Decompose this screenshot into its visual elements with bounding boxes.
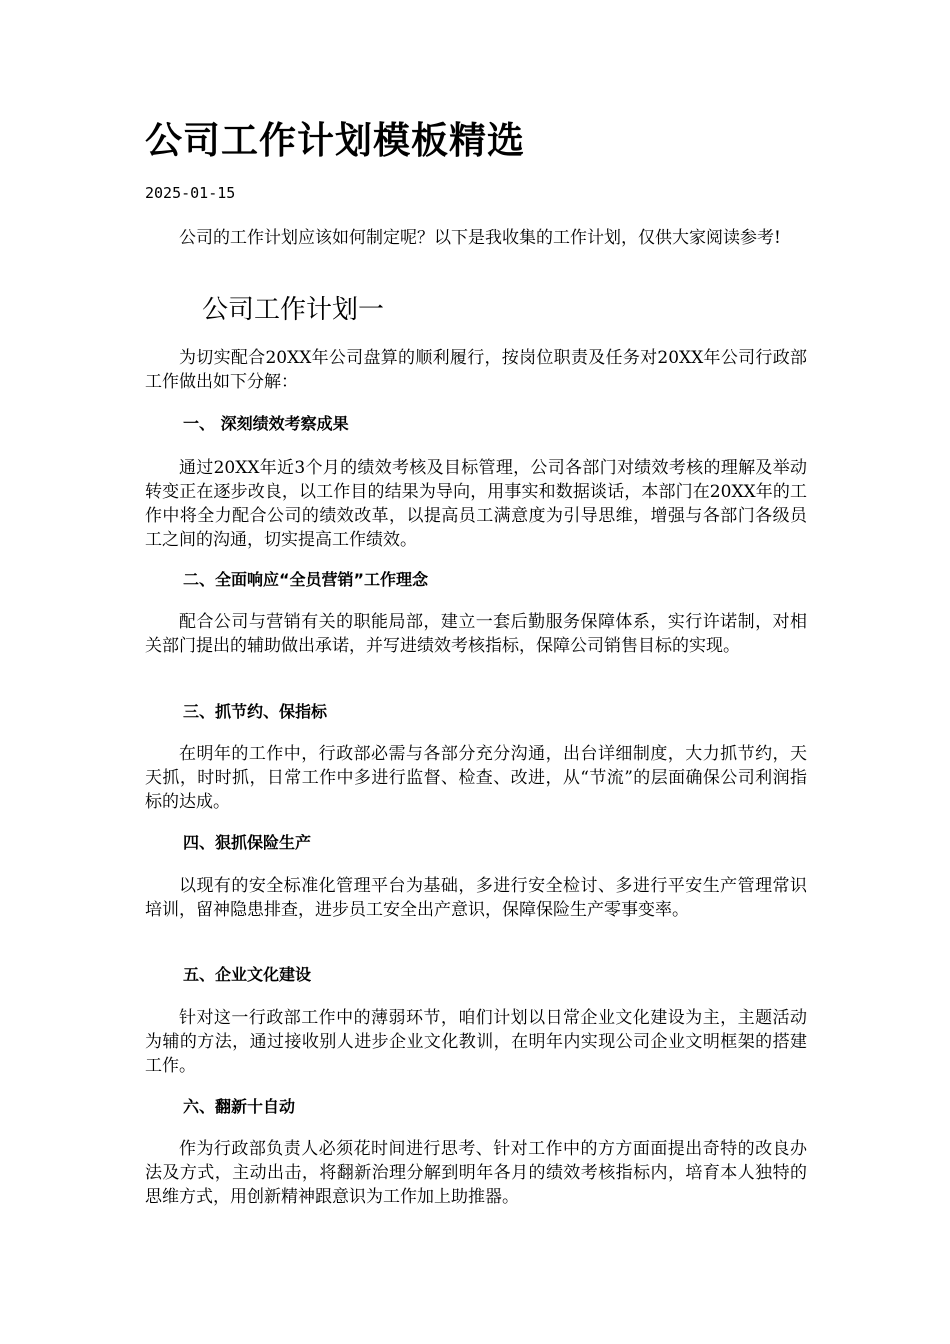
- item-body-5: 针对这一行政部工作中的薄弱环节，咱们计划以日常企业文化建设为主，主题活动为辅的方法，通过接收别人进步企业文化教训，在明年内实现公司企业文明框架的搭建工作。: [145, 1008, 807, 1076]
- item-heading-6: 六、翻新十自动: [183, 1097, 296, 1116]
- lead-paragraph: 为切实配合20XX年公司盘算的顺利履行，按岗位职责及任务对20XX年公司行政部工作做出如下分解：: [145, 348, 807, 392]
- item-body-4: 以现有的安全标准化管理平台为基础，多进行安全检讨、多进行平安生产管理常识培训，留神隐患排查，进步员工安全出产意识，保障保险生产零事变率。: [145, 876, 807, 920]
- item-heading-2: 二、全面响应“全员营销”工作理念: [183, 570, 429, 589]
- item-body-3: 在明年的工作中，行政部必需与各部分充分沟通，出台详细制度，大力抓节约，天天抓，时时抓，日常工作中多进行监督、检查、改进，从“节流”的层面确保公司利润指标的达成。: [145, 744, 807, 812]
- intro-paragraph: 公司的工作计划应该如何制定呢？以下是我收集的工作计划，仅供大家阅读参考!: [179, 228, 781, 248]
- document-date: 2025-01-15: [145, 184, 236, 202]
- item-heading-1: 一、 深刻绩效考察成果: [183, 414, 349, 433]
- section-title: 公司工作计划一: [202, 295, 385, 325]
- item-heading-4: 四、狠抓保险生产: [183, 833, 312, 852]
- item-body-1: 通过20XX年近3个月的绩效考核及目标管理，公司各部门对绩效考核的理解及举动转变正在逐步改良，以工作目的结果为导向，用事实和数据谈话，本部门在20XX年的工作中将全力配合公司的绩效改革，以提高员工满意度为引导思维，增强与各部门各级员工之间的沟通，切实提高工作绩效。: [145, 458, 807, 550]
- item-body-6: 作为行政部负责人必须花时间进行思考、针对工作中的方方面面提出奇特的改良办法及方式，主动出击，将翻新治理分解到明年各月的绩效考核指标内，培育本人独特的思维方式，用创新精神跟意识为工作加上助推器。: [145, 1139, 807, 1207]
- item-heading-5: 五、企业文化建设: [183, 965, 312, 984]
- item-heading-3: 三、抓节约、保指标: [183, 702, 328, 721]
- item-body-2: 配合公司与营销有关的职能局部，建立一套后勤服务保障体系，实行许诺制，对相关部门提出的辅助做出承诺，并写进绩效考核指标，保障公司销售目标的实现。: [145, 612, 807, 656]
- document-title: 公司工作计划模板精选: [145, 119, 525, 162]
